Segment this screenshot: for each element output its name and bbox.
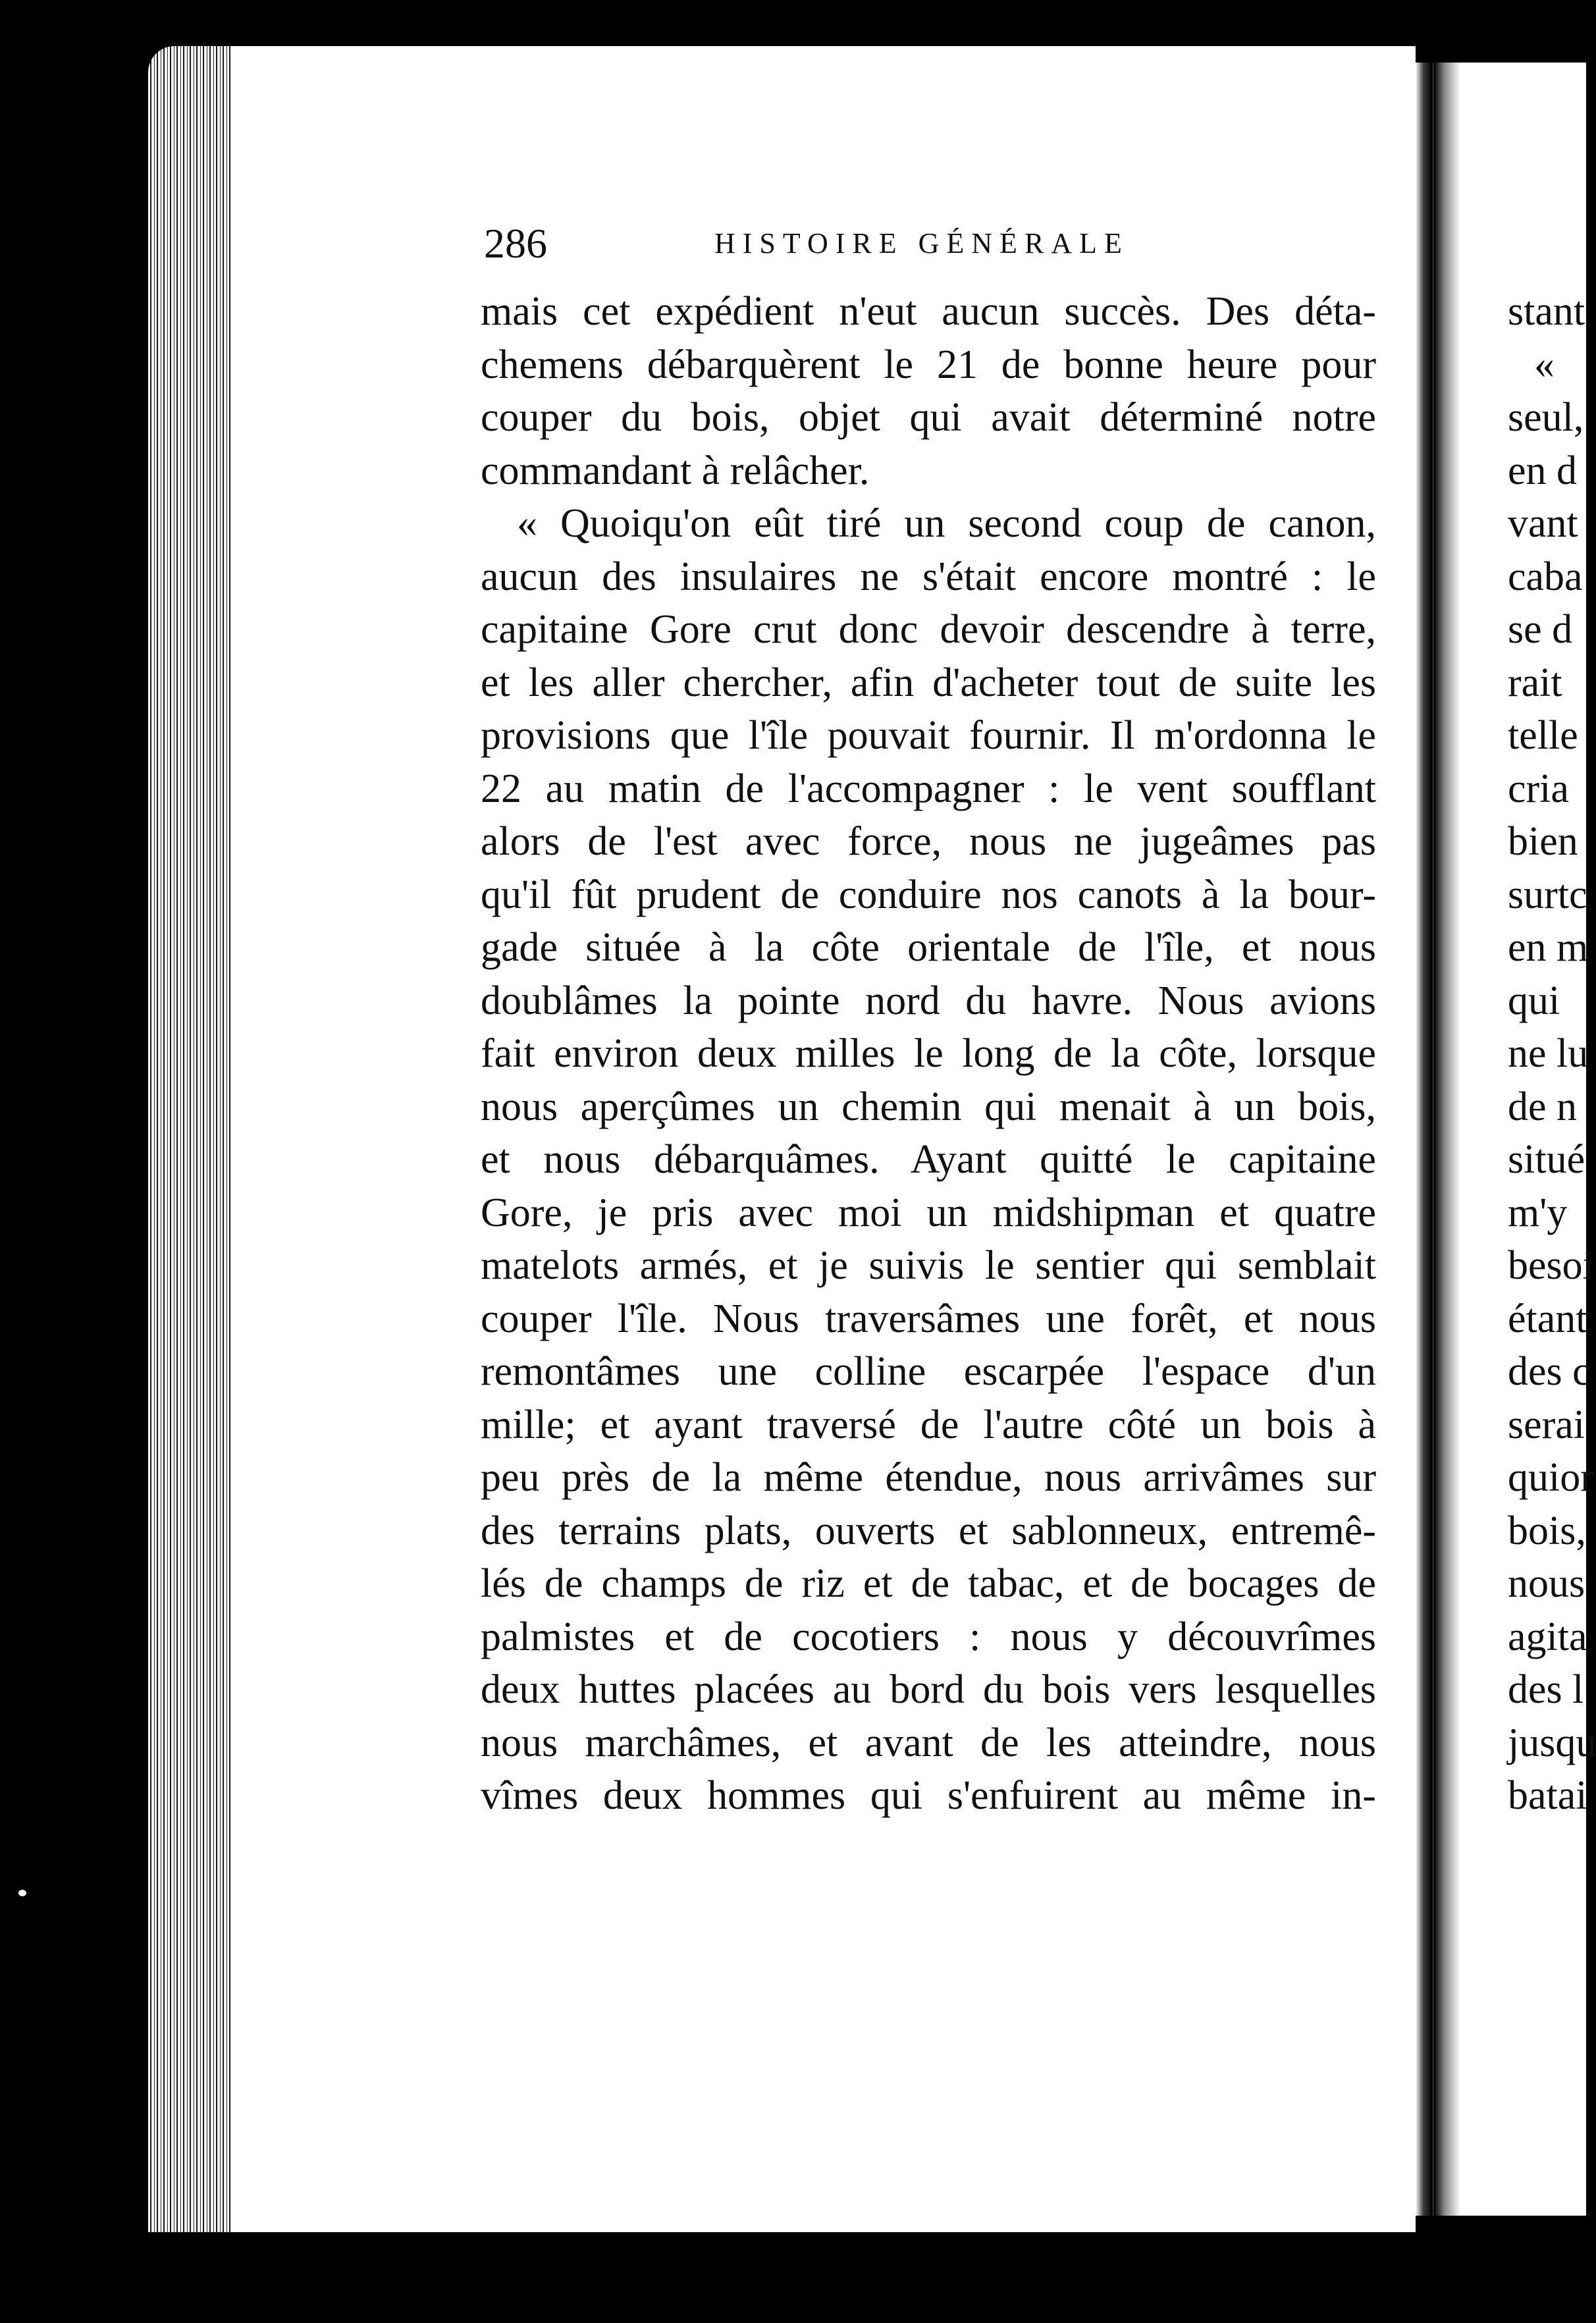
text-line: 22 au matin de l'accompagner : le vent soufflant <box>481 766 1376 811</box>
right-page-fragment: nous <box>1508 1561 1585 1606</box>
text-line: commandant à relâcher. <box>481 448 870 493</box>
right-page-fragment: situé <box>1508 1137 1585 1182</box>
text-line: capitaine Gore crut donc devoir descendre à terre, <box>481 607 1376 652</box>
right-page-fragment: serai <box>1508 1402 1585 1447</box>
text-line: des terrains plats, ouverts et sablonneux, entremê- <box>481 1508 1376 1553</box>
text-line: et les aller chercher, afin d'acheter tout de suite les <box>481 660 1376 705</box>
text-line: deux huttes placées au bord du bois vers lesquelles <box>481 1667 1376 1712</box>
right-page-fragment: vant <box>1508 501 1578 546</box>
running-head <box>484 217 1379 270</box>
right-page-fragment: batai <box>1508 1773 1587 1818</box>
text-line: fait environ deux milles le long de la côte, lorsque <box>481 1031 1376 1076</box>
right-page-fragment: des l <box>1508 1667 1584 1712</box>
right-page-fragment: en d <box>1508 448 1578 493</box>
text-line: palmistes et de cocotiers : nous y découvrîmes <box>481 1614 1376 1659</box>
right-page-fragment: cria <box>1508 766 1569 811</box>
right-page-fragment: telle <box>1508 713 1578 758</box>
right-page-fragment: jusqu <box>1508 1720 1596 1765</box>
text-line: lés de champs de riz et de tabac, et de bocages de <box>481 1561 1376 1606</box>
text-line: mille; et ayant traversé de l'autre côté un bois à <box>481 1402 1376 1447</box>
text-line: vîmes deux hommes qui s'enfuirent au même in- <box>481 1773 1376 1818</box>
text-line: Gore, je pris avec moi un midshipman et quatre <box>481 1190 1376 1235</box>
right-page-text-fragments <box>1508 285 1596 1823</box>
text-line: nous marchâmes, et avant de les atteindre, nous <box>481 1720 1376 1765</box>
text-line: peu près de la même étendue, nous arrivâmes sur <box>481 1455 1376 1500</box>
running-head-title: HISTOIRE GÉNÉRALE <box>714 227 1129 259</box>
text-line: provisions que l'île pouvait fournir. Il m'ordonna le <box>481 713 1376 758</box>
right-page-fragment: se d <box>1508 607 1573 652</box>
text-line: qu'il fût prudent de conduire nos canots à la bour- <box>481 872 1376 917</box>
right-page-fragment: bois, <box>1508 1508 1586 1553</box>
right-page-fragment: m'y <box>1508 1190 1568 1235</box>
right-page-fragment: des c <box>1508 1349 1591 1394</box>
text-line: couper du bois, objet qui avait déterminé notre <box>481 395 1376 440</box>
text-line: gade située à la côte orientale de l'île, et nous <box>481 925 1376 970</box>
right-page-fragment: stant <box>1508 289 1585 334</box>
text-line: et nous débarquâmes. Ayant quitté le capitaine <box>481 1137 1376 1182</box>
right-page-fragment: ne lu <box>1508 1031 1589 1076</box>
right-page-fragment: en m <box>1508 925 1589 970</box>
right-page-fragment: besoi <box>1508 1243 1594 1288</box>
right-page-fragment: de n <box>1508 1084 1578 1129</box>
right-page-fragment: caba <box>1508 554 1583 599</box>
right-page-fragment: quior <box>1508 1455 1594 1500</box>
right-page-fragment: bien <box>1508 819 1578 864</box>
right-page-fragment: surtc <box>1508 872 1587 917</box>
gutter-shadow <box>1416 63 1430 2216</box>
text-line: matelots armés, et je suivis le sentier qui semblait <box>481 1243 1376 1288</box>
text-line: aucun des insulaires ne s'était encore montré : le <box>481 554 1376 599</box>
page-edges <box>148 46 234 2232</box>
text-line: doublâmes la pointe nord du havre. Nous avions <box>481 978 1376 1023</box>
text-line: alors de l'est avec force, nous ne jugeâmes pas <box>481 819 1376 864</box>
text-line: « Quoiqu'on eût tiré un second coup de canon, <box>517 501 1376 546</box>
right-page-fragment: rait <box>1508 660 1562 705</box>
page-number: 286 <box>484 220 547 267</box>
right-page-fragment: seul, <box>1508 395 1584 440</box>
text-line: nous aperçûmes un chemin qui menait à un bois, <box>481 1084 1376 1129</box>
body-text <box>481 285 1376 1823</box>
right-page-fragment: agita <box>1508 1614 1587 1659</box>
right-page-fragment: qui <box>1508 978 1560 1023</box>
right-page-spine-shadow <box>1434 63 1460 2216</box>
text-line: couper l'île. Nous traversâmes une forêt, et nous <box>481 1296 1376 1341</box>
scan-speck <box>18 1890 26 1896</box>
right-page-fragment: étant <box>1508 1296 1587 1341</box>
text-line: remontâmes une colline escarpée l'espace d'un <box>481 1349 1376 1394</box>
text-line: chemens débarquèrent le 21 de bonne heure pour <box>481 342 1376 387</box>
right-page-fragment: « <box>1534 342 1555 387</box>
text-line: mais cet expédient n'eut aucun succès. Des déta- <box>481 289 1376 334</box>
